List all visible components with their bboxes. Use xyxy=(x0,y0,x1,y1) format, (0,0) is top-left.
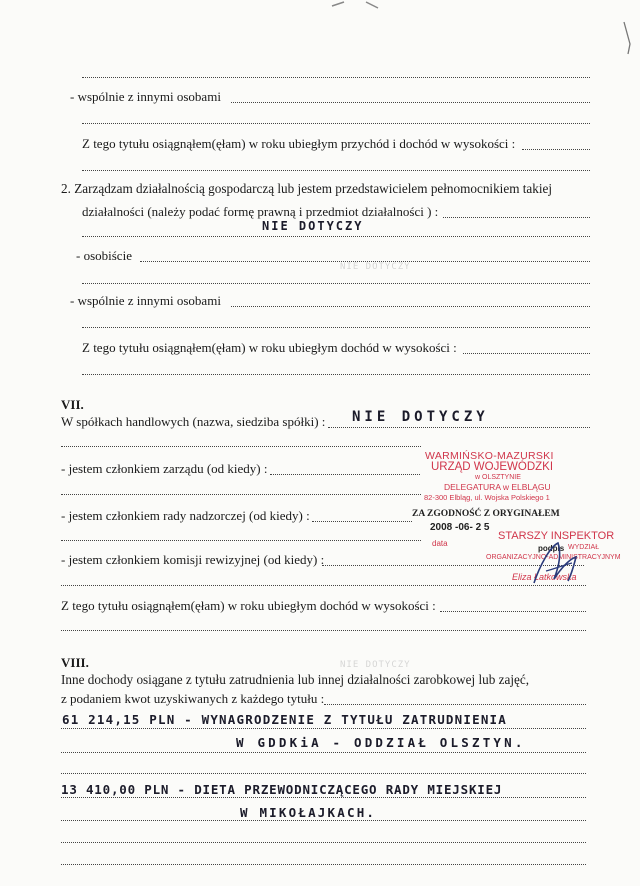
handwriting-income-1a: 61 214,15 PLN - WYNAGRODZENIE Z TYTUŁU ZATRUDNIENIA xyxy=(62,712,508,727)
stamp-title: STARSZY INSPEKTOR xyxy=(498,530,615,542)
income-dots-3 xyxy=(61,773,586,774)
rada-dots xyxy=(312,521,412,522)
signature-mark xyxy=(528,535,584,591)
section-vii-label: W spółkach handlowych (nazwa, siedziba spółki) : xyxy=(61,414,326,429)
section-vii-heading: VII. xyxy=(61,397,84,412)
z-tytulu-label-2: Z tego tytułu osiągnąłem(ęłam) w roku ubiegłym dochód w wysokości : xyxy=(82,340,457,355)
income-dots-2 xyxy=(61,752,586,753)
z-tytulu-label-1: Z tego tytułu osiągnąłem(ęłam) w roku ubiegłym przychód i dochód w wysokości : xyxy=(82,136,516,151)
z-tytulu-dots-1b xyxy=(82,170,590,171)
z-tytulu-dots-2b xyxy=(82,374,590,375)
wspolnie-dots-1 xyxy=(231,102,590,103)
stamp-line3: w OLSZTYNIE xyxy=(475,474,521,481)
wspolnie-dots-2b xyxy=(82,327,590,328)
rada-label: - jestem członkiem rady nadzorczej (od kiedy) : xyxy=(61,508,310,523)
komisja-label: - jestem członkiem komisji rewizyjnej (od kiedy) : xyxy=(61,552,325,567)
z-tytulu-label-3: Z tego tytułu osiągnąłem(ęłam) w roku ubiegłym dochód w wysokości : xyxy=(61,598,436,613)
wspolnie-label-2: - wspólnie z innymi osobami xyxy=(70,293,221,308)
zarzad-dots xyxy=(270,474,420,475)
komisja-dots-b xyxy=(61,585,586,586)
rada-dots-b xyxy=(61,540,421,541)
stamp-line4: DELEGATURA w ELBLĄGU xyxy=(444,482,551,492)
handwriting-income-2b: W MIKOŁAJKACH. xyxy=(240,805,377,820)
wspolnie-dots-1b xyxy=(82,123,590,124)
handwriting-nie-dotyczy-1: NIE DOTYCZY xyxy=(262,219,364,233)
stamp-line1: WARMIŃSKO-MAZURSKI xyxy=(425,450,554,462)
income-dots-7 xyxy=(61,864,586,865)
z-tytulu-dots-1 xyxy=(522,149,590,150)
section-viii-line2: z podaniem kwot uzyskiwanych z każdego tytułu : xyxy=(61,691,325,706)
section-viii-dots xyxy=(324,704,586,705)
stamp-line5: 82-300 Elbląg, ul. Wojska Polskiego 1 xyxy=(424,493,550,502)
z-tytulu-dots-2 xyxy=(463,353,590,354)
stamp-date: 2008 -06- 2 5 xyxy=(430,522,490,533)
item2-dots xyxy=(443,217,590,218)
bleed-through-1: NIE DOTYCZY xyxy=(340,262,411,272)
income-dots-5 xyxy=(61,820,586,821)
handwriting-nie-dotyczy-2: NIE DOTYCZY xyxy=(352,409,489,425)
item2-dots-b xyxy=(82,236,590,237)
stamp-wydzial2: ORGANIZACYJNO-ADMINISTRACYJNYM xyxy=(486,554,621,561)
section-viii-heading: VIII. xyxy=(61,655,89,670)
bleed-through-2: NIE DOTYCZY xyxy=(340,660,411,670)
section-vii-dots-b xyxy=(61,446,421,447)
wspolnie-dots-2 xyxy=(231,306,590,307)
section-viii-line1: Inne dochody osiągane z tytułu zatrudnienia lub innej działalności zarobkowej lub zajęć, xyxy=(61,672,529,687)
stamp-line2: URZĄD WOJEWÓDZKI xyxy=(431,461,554,473)
income-dots-1 xyxy=(61,728,586,729)
osobiscie-dots-b xyxy=(82,283,590,284)
stamp-name: Eliza Łatkowska xyxy=(512,572,577,582)
osobiscie-label: - osobiście xyxy=(76,248,132,263)
zarzad-dots-b xyxy=(61,494,421,495)
osobiscie-dots xyxy=(140,261,590,262)
income-dots-4 xyxy=(61,797,586,798)
stamp-wydzial: WYDZIAŁ xyxy=(568,544,600,551)
handwriting-income-1b: W GDDKiA - ODDZIAŁ OLSZTYN. xyxy=(236,735,526,750)
item2-line2: działalności (należy podać formę prawną i przedmiot działalności ) : xyxy=(82,204,439,219)
top-dots xyxy=(82,77,590,78)
corner-mark-top xyxy=(330,0,380,14)
zarzad-label: - jestem członkiem zarządu (od kiedy) : xyxy=(61,461,268,476)
item2-line1: 2. Zarządzam działalnością gospodarczą lub jestem przedstawicielem pełnomocnikiem takiej xyxy=(61,181,553,196)
corner-mark-right xyxy=(620,20,640,60)
income-dots-6 xyxy=(61,842,586,843)
wspolnie-label-1: - wspólnie z innymi osobami xyxy=(70,89,221,104)
z-tytulu-dots-3 xyxy=(440,611,586,612)
section-vii-dots xyxy=(328,427,590,428)
handwriting-income-2a: 13 410,00 PLN - DIETA PRZEWODNICZĄCEGO RADY MIEJSKIEJ xyxy=(61,782,503,797)
stamp-data-label: data xyxy=(432,539,448,548)
z-tytulu-dots-3b xyxy=(61,630,586,631)
stamp-podpis: podpis xyxy=(538,544,565,553)
stamp-za-zgodnosc: ZA ZGODNOŚĆ Z ORYGINAŁEM xyxy=(412,509,560,519)
